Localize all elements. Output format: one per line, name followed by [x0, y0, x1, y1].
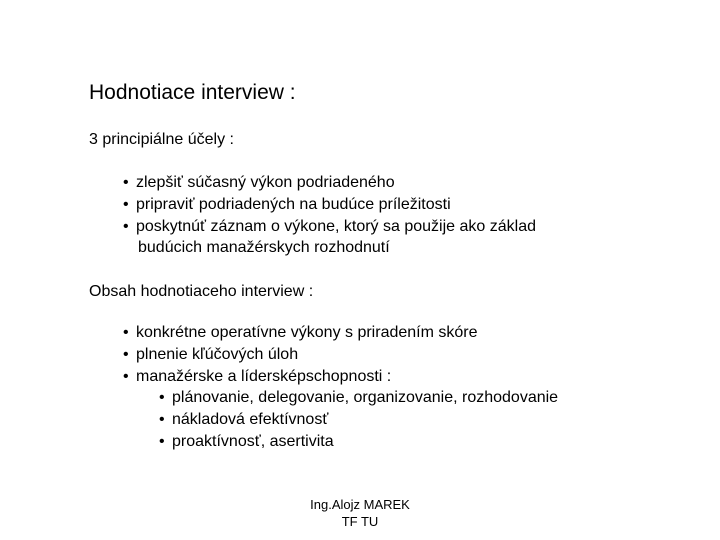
sub-list-item	[123, 387, 558, 409]
section2-heading: Obsah hodnotiaceho interview :	[89, 283, 314, 300]
section2-list	[123, 322, 558, 453]
bullet-icon: •	[159, 389, 165, 407]
bullet-icon: •	[123, 174, 129, 191]
list-item	[123, 322, 558, 344]
list-item	[123, 344, 558, 366]
bullet-icon: •	[123, 195, 129, 213]
footer-institution: TF TU	[341, 514, 379, 529]
list-item-text: zlepšiť súčasný výkon podriadeného	[136, 174, 395, 191]
list-item-text: pripraviť podriadených na budúce príležitosti	[136, 195, 451, 213]
footer	[260, 496, 460, 530]
list-item-text: manažérske a lídersképschopnosti :	[136, 367, 392, 385]
bullet-icon: •	[159, 432, 165, 450]
sub-list-item-text: nákladová efektívnosť	[172, 411, 329, 429]
bullet-icon: •	[123, 217, 129, 235]
list-item-text: plnenie kľúčových úloh	[136, 345, 299, 363]
sub-list-item	[123, 431, 558, 453]
sub-list-item-text: plánovanie, delegovanie, organizovanie, rozhodovanie	[172, 389, 559, 407]
list-item	[123, 172, 536, 194]
list-item-text: konkrétne operatívne výkony s priradením skóre	[136, 324, 478, 341]
bullet-icon: •	[123, 367, 129, 385]
list-item	[123, 194, 536, 216]
section1-heading: 3 principiálne účely :	[89, 131, 234, 148]
list-item-text: budúcich manažérskych rozhodnutí	[138, 239, 390, 257]
bullet-icon: •	[123, 345, 129, 363]
list-item	[123, 216, 536, 238]
list-item-text: poskytnúť záznam o výkone, ktorý sa použije ako základ	[136, 217, 536, 235]
sub-list-item-text: proaktívnosť, asertivita	[172, 432, 334, 450]
list-item	[123, 366, 558, 388]
section1-list	[123, 172, 536, 259]
bullet-icon: •	[159, 411, 165, 429]
list-item-continuation	[123, 237, 536, 259]
slide-title: Hodnotiace interview :	[89, 81, 296, 104]
bullet-icon: •	[123, 324, 129, 341]
footer-author: Ing.Alojz MAREK	[310, 497, 410, 512]
sub-list-item	[123, 409, 558, 431]
